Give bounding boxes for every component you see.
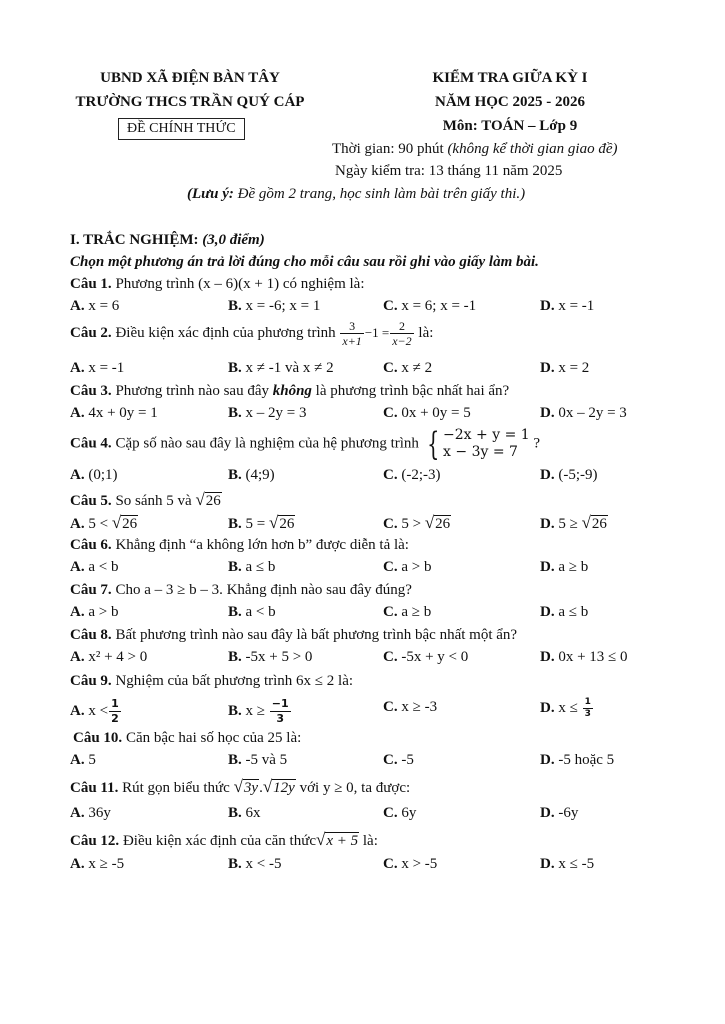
question-text: Điều kiện xác định của căn thức [119, 833, 316, 849]
option-b: B. a < b [228, 604, 276, 620]
option-c: C. x > -5 [383, 856, 438, 872]
option-a: A. x² + 4 > 0 [70, 649, 148, 665]
question-text: Cho a – 3 ≥ b – 3. Khẳng định nào sau đây đúng? [111, 582, 412, 598]
question-10 [73, 730, 301, 747]
fraction: $\frac{2}{x-2}$ [392, 319, 412, 348]
options-1 [70, 298, 670, 320]
question-text: Cặp số nào sau đây là nghiệm của hệ phương trình [111, 435, 423, 452]
note-text: Đề gồm 2 trang, học sinh làm bài trên giấy thi.) [233, 186, 526, 202]
question-label: Câu 6. [70, 537, 112, 553]
question-tail: là: [359, 833, 378, 849]
option-b: B. 5 = √26 [228, 513, 295, 532]
option-d: D. -5 hoặc 5 [540, 752, 615, 768]
option-b: B. -5 và 5 [228, 752, 288, 768]
options-6 [70, 559, 670, 581]
option-a: A. a < b [70, 559, 119, 575]
question-label: Câu 3. [70, 383, 112, 399]
exam-title: KIỂM TRA GIỮA KỲ I [432, 70, 588, 86]
question-text: Bất phương trình nào sau đây là bất phương trình bậc nhất một ẩn? [111, 627, 518, 643]
option-d: D. -6y [540, 805, 579, 821]
question-label: Câu 2. [70, 324, 112, 341]
exam-date: Ngày kiểm tra: 13 tháng 11 năm 2025 [335, 163, 563, 179]
options-5 [70, 513, 670, 535]
option-c: C. x = 6; x = -1 [383, 298, 477, 314]
question-2 [70, 319, 433, 348]
option-b: B. x < -5 [228, 856, 282, 872]
option-c: C. x ≠ 2 [383, 360, 433, 376]
option-a: A. (0;1) [70, 467, 118, 483]
brace-icon: { [426, 425, 439, 463]
option-d: D. 5 ≥ √26 [540, 513, 607, 532]
equation-system: { −2x + y = 1 x − 3y = 7 [426, 425, 530, 463]
option-a: A. x = 6 [70, 298, 120, 314]
option-b: B. x ≠ -1 và x ≠ 2 [228, 360, 334, 376]
option-d: D. x ≤ $\frac{1}{3}$ [540, 697, 591, 719]
option-d: D. a ≥ b [540, 559, 589, 575]
options-11 [70, 805, 670, 827]
question-text: So sánh 5 và [111, 493, 196, 509]
option-c: C. a > b [383, 559, 432, 575]
question-11 [70, 777, 410, 797]
option-a: A. x < $\frac{1}{2}$ [70, 697, 119, 725]
question-text: Nghiệm của bất phương trình 6x ≤ 2 là: [111, 673, 354, 689]
sqrt: √12y [262, 777, 295, 796]
option-d: D. x ≤ -5 [540, 856, 595, 872]
option-c: C. -5 [383, 752, 414, 768]
options-8 [70, 649, 670, 671]
question-8 [70, 627, 517, 644]
question-1 [70, 276, 365, 293]
question-label: Câu 12. [70, 833, 120, 849]
option-a: A. 5 < √26 [70, 513, 138, 532]
question-9 [70, 673, 353, 690]
note-label: (Lưu ý: [187, 186, 234, 202]
section-title-text: I. TRẮC NGHIỆM: [70, 232, 203, 248]
question-12 [70, 830, 378, 850]
dot: . [259, 780, 263, 796]
question-text: Khẳng định “a không lớn hơn b” được diễn tả là: [111, 537, 409, 553]
page-note [187, 186, 525, 203]
option-c: C. a ≥ b [383, 604, 432, 620]
sqrt: √26 [195, 490, 221, 509]
sqrt: √x + 5 [316, 830, 359, 849]
options-2 [70, 360, 670, 382]
option-d: D. a ≤ b [540, 604, 589, 620]
option-b: B. x – 2y = 3 [228, 405, 307, 421]
option-d: D. (-5;-9) [540, 467, 598, 483]
question-text: Phương trình nào sau đây [111, 383, 273, 399]
question-text: Điều kiện xác định của phương trình [111, 324, 340, 341]
question-tail: là phương trình bậc nhất hai ẩn? [311, 383, 510, 399]
option-a: A. x = -1 [70, 360, 125, 376]
option-b: B. 6x [228, 805, 261, 821]
school-authority: UBND XÃ ĐIỆN BÀN TÂY [100, 70, 280, 86]
question-tail: ? [529, 435, 541, 452]
options-3 [70, 405, 670, 427]
question-tail: với y ≥ 0, ta được: [295, 780, 411, 796]
section-points: (3,0 điểm) [202, 232, 265, 248]
option-a: A. a > b [70, 604, 119, 620]
duration [332, 141, 617, 158]
option-c: C. -5x + y < 0 [383, 649, 469, 665]
option-b: B. -5x + 5 > 0 [228, 649, 313, 665]
option-a: A. x ≥ -5 [70, 856, 125, 872]
option-c: C. x ≥ -3 [383, 699, 438, 715]
duration-prefix: Thời gian: 90 phút [332, 141, 448, 157]
official-label: ĐỀ CHÍNH THỨC [118, 118, 245, 140]
question-text: Phương trình (x – 6)(x + 1) có nghiệm là: [111, 276, 365, 292]
option-d: D. x = 2 [540, 360, 590, 376]
question-label: Câu 7. [70, 582, 112, 598]
emphasis: không [272, 383, 312, 399]
option-b: B. x ≥ $\frac{-1}{3}$ [228, 697, 289, 725]
fraction: $\frac{3}{x+1}$ [342, 319, 362, 348]
question-3 [70, 383, 509, 400]
duration-note: (không kể thời gian giao đề) [447, 141, 618, 157]
options-10 [70, 752, 670, 774]
question-label: Câu 5. [70, 493, 112, 509]
option-d: D. x = -1 [540, 298, 595, 314]
question-text: Rút gọn biểu thức [118, 780, 234, 796]
equation-middle: −1 = [364, 324, 390, 340]
option-a: A. 36y [70, 805, 111, 821]
school-year: NĂM HỌC 2025 - 2026 [435, 94, 585, 110]
option-b: B. (4;9) [228, 467, 275, 483]
subject: Môn: TOÁN – Lớp 9 [442, 118, 578, 134]
question-7 [70, 582, 412, 599]
question-text: Căn bậc hai số học của 25 là: [122, 730, 302, 746]
question-4 [70, 427, 540, 461]
option-c: C. 0x + 0y = 5 [383, 405, 471, 421]
option-a: A. 5 [70, 752, 96, 768]
question-label: Câu 11. [70, 780, 119, 796]
option-c: C. (-2;-3) [383, 467, 441, 483]
section-title [70, 232, 265, 249]
option-c: C. 5 > √26 [383, 513, 451, 532]
question-6 [70, 537, 409, 554]
option-c: C. 6y [383, 805, 417, 821]
options-4 [70, 467, 670, 489]
question-label: Câu 8. [70, 627, 112, 643]
options-7 [70, 604, 670, 626]
option-b: B. a ≤ b [228, 559, 276, 575]
option-d: D. 0x – 2y = 3 [540, 405, 627, 421]
option-a: A. 4x + 0y = 1 [70, 405, 158, 421]
options-12 [70, 856, 670, 878]
question-label: Câu 9. [70, 673, 112, 689]
question-label: Câu 1. [70, 276, 112, 292]
question-tail: là: [414, 324, 434, 341]
question-label: Câu 4. [70, 435, 112, 452]
options-9 [70, 697, 670, 729]
question-5 [70, 490, 222, 510]
option-d: D. 0x + 13 ≤ 0 [540, 649, 628, 665]
option-b: B. x = -6; x = 1 [228, 298, 321, 314]
sqrt: √3y [233, 777, 259, 796]
question-label: Câu 10. [73, 730, 123, 746]
section-instruction: Chọn một phương án trả lời đúng cho mỗi câu sau rồi ghi vào giấy làm bài. [70, 254, 539, 270]
school-name: TRƯỜNG THCS TRẦN QUÝ CÁP [75, 94, 305, 110]
